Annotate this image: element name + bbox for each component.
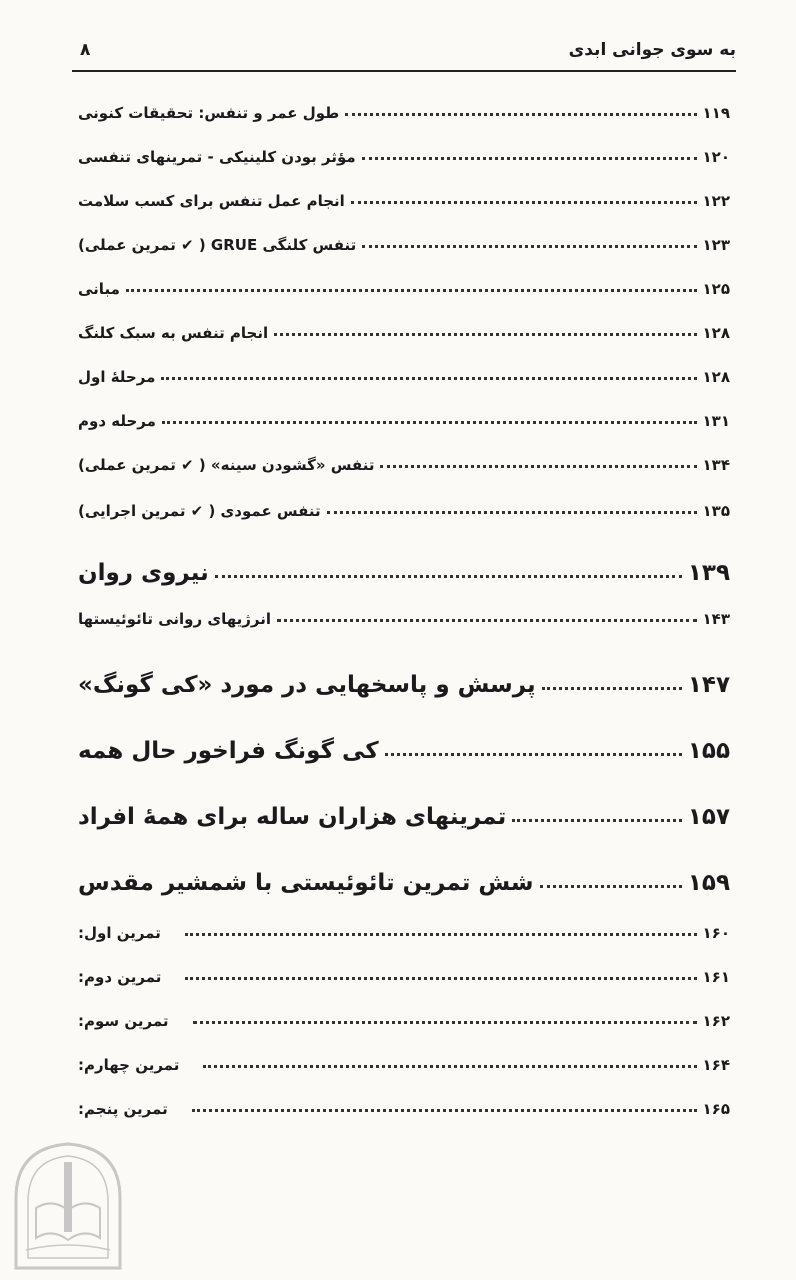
toc-chapter-title: پرسش و پاسخهایی در مورد «کی گونگ» [78, 672, 536, 698]
toc-chapter-page: ۱۵۵ [687, 738, 730, 764]
toc-entry-page: ۱۲۸ [702, 324, 730, 342]
dot-leader [512, 819, 682, 822]
page-number: ۸ [80, 40, 91, 60]
dot-leader [380, 465, 696, 468]
toc-chapter-title: تمرینهای هزاران ساله برای همهٔ افراد [78, 804, 507, 830]
toc-entry-page: ۱۲۰ [702, 148, 730, 166]
toc-entry-page: ۱۶۴ [702, 1056, 730, 1074]
toc-chapter [78, 672, 730, 698]
toc-chapter-page: ۱۳۹ [687, 560, 730, 586]
dot-leader [126, 289, 697, 292]
toc-entry-page: ۱۲۳ [702, 236, 730, 254]
toc-chapter-page: ۱۵۹ [687, 870, 730, 896]
dot-leader [362, 157, 697, 160]
toc-entry-title: تنفس «گشودن سینه» ( ✔ تمرین عملی) [78, 456, 375, 474]
toc-entry-title: مرحله دوم [78, 412, 156, 430]
toc-entry-title: تنفس عمودی ( ✔ تمرین اجرایی) [78, 502, 321, 520]
toc-chapter-title: نیروی روان [78, 560, 209, 586]
toc-entry-title: مؤثر بودن کلینیکی - تمرینهای تنفسی [78, 148, 356, 166]
toc-chapter [78, 560, 730, 586]
dot-leader [345, 113, 696, 116]
dot-leader [351, 201, 697, 204]
toc-entry [78, 324, 730, 342]
dot-leader [185, 977, 696, 980]
toc-entry-page: ۱۲۸ [702, 368, 730, 386]
toc-chapter [78, 870, 730, 896]
toc-entry [78, 968, 730, 986]
toc-entry [78, 148, 730, 166]
toc-entry-title: تمرین سوم: [78, 1012, 169, 1030]
dot-leader [193, 1021, 697, 1024]
toc-entry-title: انجام تنفس به سبک کلنگ [78, 324, 269, 342]
toc-entry [78, 502, 730, 520]
dot-leader [540, 885, 682, 888]
toc-entry [78, 456, 730, 474]
toc-entry [78, 280, 730, 298]
toc-entry [78, 236, 730, 254]
toc-chapter-title: شش تمرین تائوئیستی با شمشیر مقدس [78, 870, 534, 896]
toc-entry-page: ۱۶۰ [702, 924, 730, 942]
dot-leader [542, 687, 682, 690]
toc-entry-page: ۱۶۱ [702, 968, 730, 986]
toc-entry-page: ۱۶۲ [702, 1012, 730, 1030]
toc-entry-title: تنفس کلنگی GRUE ( ✔ تمرین عملی) [78, 236, 357, 254]
dot-leader [327, 511, 697, 514]
library-stamp-icon [6, 1138, 130, 1274]
toc-entry-page: ۱۱۹ [702, 104, 730, 122]
toc-entry [78, 368, 730, 386]
toc-entry-title: تمرین دوم: [78, 968, 162, 986]
toc-entry [78, 192, 730, 210]
toc-entry-page: ۱۳۱ [702, 412, 730, 430]
toc-entry-title: تمرین پنجم: [78, 1100, 168, 1118]
dot-leader [362, 245, 696, 248]
toc-chapter [78, 804, 730, 830]
toc-entry-title: مبانی [78, 280, 120, 298]
dot-leader [162, 421, 697, 424]
book-title: به سوی جوانی ابدی [568, 40, 736, 60]
running-header [72, 36, 736, 72]
toc-entry-title: انرژیهای روانی تائوئیستها [78, 610, 271, 628]
toc-entry [78, 1100, 730, 1118]
toc-entry-page: ۱۴۳ [702, 610, 730, 628]
toc-entry [78, 1012, 730, 1030]
toc-entry-page: ۱۲۲ [702, 192, 730, 210]
toc-entry [78, 104, 730, 122]
dot-leader [215, 575, 682, 578]
toc-chapter-page: ۱۵۷ [687, 804, 730, 830]
toc-entry-title: تمرین اول: [78, 924, 161, 942]
toc-chapter-title: کی گونگ فراخور حال همه [78, 738, 379, 764]
dot-leader [385, 753, 682, 756]
toc-entry-title: طول عمر و تنفس: تحقیقات کنونی [78, 104, 340, 122]
toc-chapter [78, 738, 730, 764]
toc-entry [78, 412, 730, 430]
dot-leader [274, 333, 696, 336]
dot-leader [192, 1109, 697, 1112]
toc-entry-page: ۱۳۴ [702, 456, 730, 474]
toc-entry-page: ۱۶۵ [702, 1100, 730, 1118]
dot-leader [161, 377, 696, 380]
dot-leader [277, 619, 697, 622]
dot-leader [203, 1065, 696, 1068]
toc-entry-page: ۱۲۵ [702, 280, 730, 298]
toc-entry-title: تمرین چهارم: [78, 1056, 180, 1074]
toc-entry [78, 1056, 730, 1074]
toc-entry-title: انجام عمل تنفس برای کسب سلامت [78, 192, 345, 210]
toc-chapter-page: ۱۴۷ [687, 672, 730, 698]
toc-entry-title: مرحلهٔ اول [78, 368, 156, 386]
dot-leader [185, 933, 697, 936]
toc-entry [78, 924, 730, 942]
toc-entry [78, 610, 730, 628]
toc-entry-page: ۱۳۵ [702, 502, 730, 520]
